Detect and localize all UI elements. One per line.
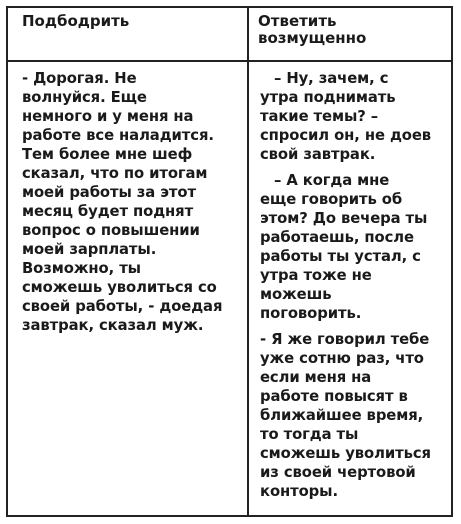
text-line: работаешь, после xyxy=(260,229,414,246)
text-line: спросил он, не доев xyxy=(260,127,432,144)
header-cell-reply-indignantly xyxy=(258,13,446,47)
header-divider xyxy=(8,60,451,62)
dialogue-table xyxy=(6,6,453,517)
reply-paragraph-3 xyxy=(260,330,452,501)
text-line: вопрос о повышении xyxy=(22,222,200,239)
text-line: если меня на xyxy=(260,369,372,386)
reply-paragraph-1 xyxy=(260,69,452,164)
text-line: моей зарплаты. xyxy=(22,241,157,258)
text-line: из своей чертовой xyxy=(260,464,416,481)
text-line: волнуйся. Еще xyxy=(22,89,147,106)
text-line: месяц будет поднят xyxy=(22,203,194,220)
text-line: работе все наладится. xyxy=(22,127,214,144)
text-line: утра тоже не xyxy=(260,267,372,284)
text-line: – Ну, зачем, с xyxy=(274,70,389,87)
text-line: можешь xyxy=(260,286,332,303)
column-divider xyxy=(247,8,249,515)
text-line: этом? До вечера ты xyxy=(260,210,428,227)
text-line: поговорить. xyxy=(260,305,362,322)
header-right-line-1: Ответить xyxy=(258,12,337,30)
text-line: такие темы? – xyxy=(260,108,379,125)
text-line: работы ты устал, с xyxy=(260,248,421,265)
text-line: – А когда мне xyxy=(274,172,390,189)
text-line: ближайшее время, xyxy=(260,407,424,424)
text-line: Возможно, ты xyxy=(22,260,141,277)
text-line: немного и у меня на xyxy=(22,108,194,125)
text-line: - Я же говорил тебе xyxy=(260,331,430,348)
text-line: моей работы за этот xyxy=(22,184,196,201)
text-line: конторы. xyxy=(260,483,338,500)
text-line: завтрак, сказал муж. xyxy=(22,317,204,334)
text-line: уже сотню раз, что xyxy=(260,350,424,367)
text-line: сказал, что по итогам xyxy=(22,165,208,182)
text-line: сможешь уволиться xyxy=(260,445,431,462)
cell-encourage-text xyxy=(22,69,244,335)
header-right-line-2: возмущенно xyxy=(258,29,367,47)
text-line: то тогда ты xyxy=(260,426,359,443)
header-cell-encourage xyxy=(22,13,240,30)
text-line: работе повысят в xyxy=(260,388,408,405)
text-line: своей работы, - доедая xyxy=(22,298,223,315)
header-left-text: Подбодрить xyxy=(22,12,130,30)
text-line: - Дорогая. Не xyxy=(22,70,137,87)
text-line: сможешь уволиться со xyxy=(22,279,217,296)
cell-reply-text xyxy=(260,69,452,501)
text-line: Тем более мне шеф xyxy=(22,146,193,163)
reply-paragraph-2 xyxy=(260,171,452,323)
text-line: еще говорить об xyxy=(260,191,403,208)
text-line: свой завтрак. xyxy=(260,146,376,163)
text-line: утра поднимать xyxy=(260,89,396,106)
